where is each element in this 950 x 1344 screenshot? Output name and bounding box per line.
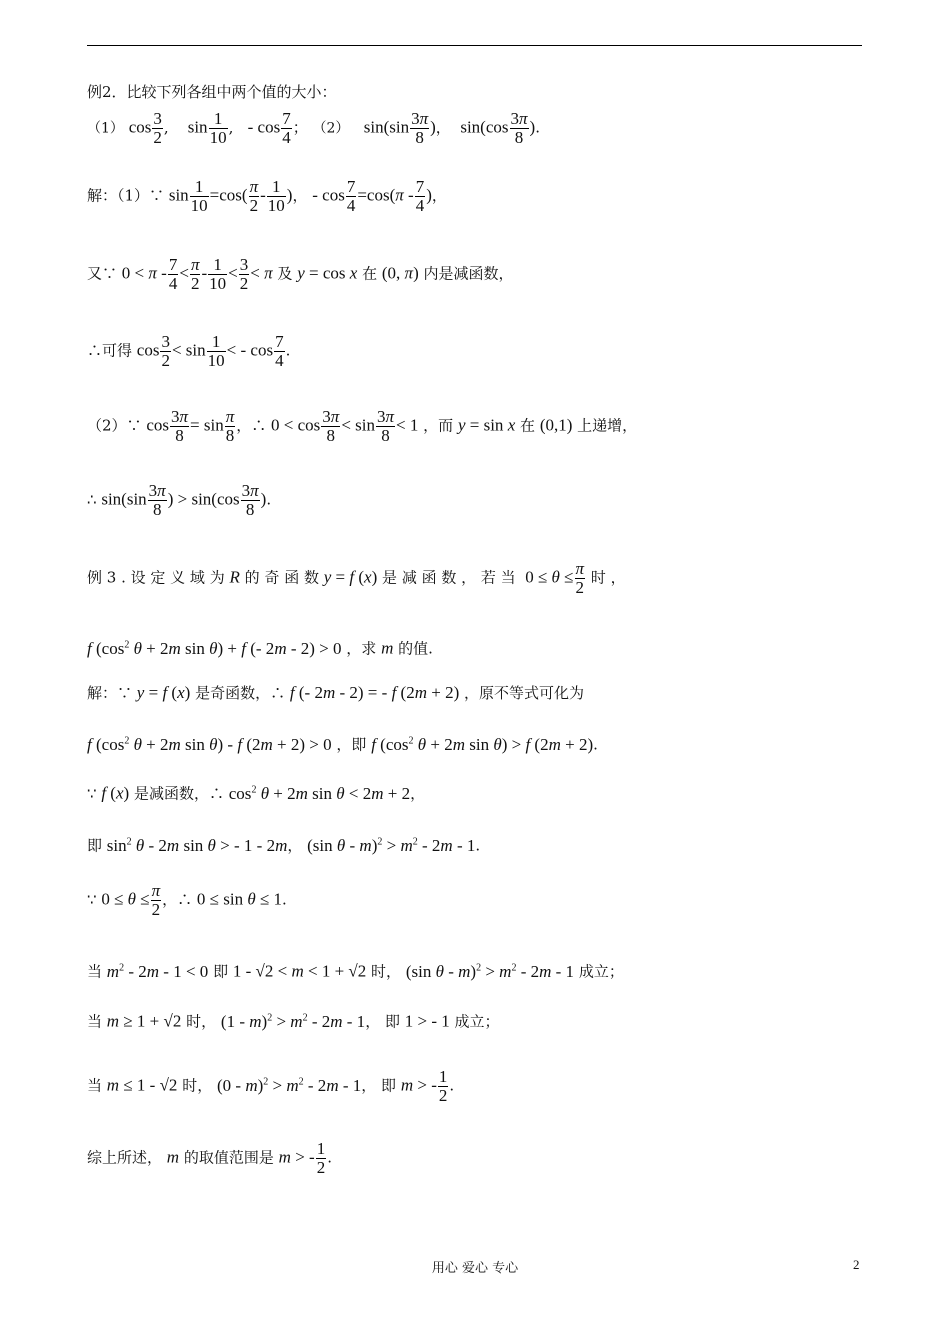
solution-1-line: 解：（1）∵ sin $\frac{1}{10}$ =cos( $\frac{\pi}{2}$ - $\frac{1}{10}$ )， - cos $\frac{7}{4}$ =cos(π - $\frac{7}{4}$ )， [87, 177, 447, 215]
part-1-label: （1） [87, 120, 124, 137]
solution-1-line-2: 又∵ 0 < π - $\frac{7}{4}$ < $\frac{\pi}{2}$ - $\frac{1}{10}$ < $\frac{3}{2}$ < π 及 y = cos x 在 (0, π) 内是减函数， [87, 255, 514, 293]
solution-2-conclusion: ∴ sin(sin $\frac{3\pi}{8}$ ) > sin(cos $\frac{3\pi}{8}$ ). [87, 481, 272, 519]
example-2-items: （1） cos $\frac{3}{2}$ , sin $\frac{1}{10}$ , - cos $\frac{7}{4}$ ； （2） sin(sin $\frac{3\pi}{8}$ )， sin(cos $\frac{3\pi}{8}$ ). [87, 109, 540, 147]
part-2-label: （2） [312, 120, 350, 137]
solution-3-line-1: 解：∵ y = f (x) 是奇函数，∴ f (- 2m - 2) = - f (2m + 2) ，原不等式可化为 [87, 683, 585, 702]
page-number: 2 [853, 1257, 860, 1272]
solution-3-case-3: 当 m ≤ 1 - √2 时， $(0 - m)^2 > m^2 - 2m - 1$， 即 m > - $\frac{1}{2}$ . [87, 1067, 455, 1105]
solution-1-conclusion: ∴可得 cos $\frac{3}{2}$ < sin $\frac{1}{10}$ < - cos $\frac{7}{4}$ . [87, 332, 291, 370]
example-3-title: 例 3 . 设 定 义 域 为 R 的 奇 函 数 y = f (x) 是 减 函 数 ， 若 当 0 ≤ θ ≤ $\frac{\pi}{2}$ 时 ， [87, 559, 626, 597]
page-footer: 用心 爱心 专心 [431, 1261, 519, 1276]
example-2-title: 例2．比较下列各组中两个值的大小： [87, 83, 337, 101]
solution-3-line-2: f ($\cos^2$ θ + 2m sin θ) - f (2m + 2) > 0 ，即 f ($\cos^2$ θ + 2m sin θ) > f (2m + 2). [87, 734, 598, 754]
solution-3-case-1: 当 $m^2 - 2m - 1 < 0$ 即 1 - √2 < m < 1 + √2 时， (sin $\theta - m)^2 > m^2 - 2m - 1$ 成立； [87, 961, 624, 981]
solution-2-line: （2）∵ cos $\frac{3\pi}{8}$ = sin $\frac{\pi}{8}$ ，∴ 0 < cos $\frac{3\pi}{8}$ < sin $\frac{3\pi}{8}$ < 1 ，而 y = sin x 在 (0,1) 上递增， [87, 407, 638, 445]
solution-3-line-3: ∵ f (x) 是减函数，∴ $\cos^2 \theta + 2m$ sin θ < 2m + 2， [87, 783, 426, 803]
header-rule [87, 45, 862, 46]
solution-3-line-5: ∵ 0 ≤ θ ≤ $\frac{\pi}{2}$ ，∴ 0 ≤ sin θ ≤ 1. [87, 881, 287, 919]
solution-3-summary: 综上所述， m 的取值范围是 m > - $\frac{1}{2}$ . [87, 1139, 332, 1177]
example-3-inequality: f ($\cos^2$ θ + 2m sin θ) + f (- 2m - 2) > 0 ，求 m 的值. [87, 638, 433, 658]
solution-3-case-2: 当 m ≥ 1 + √2 时， $(1 - m)^2 > m^2 - 2m - 1$， 即 1 > - 1 成立； [87, 1011, 500, 1031]
solution-label: 解：（1）∵ [87, 186, 165, 205]
solution-3-line-4: 即 $\sin^2 \theta - 2m$ sin θ > - 1 - 2m， (sin $\theta - m)^2 > m^2 - 2m - 1$. [87, 835, 481, 855]
